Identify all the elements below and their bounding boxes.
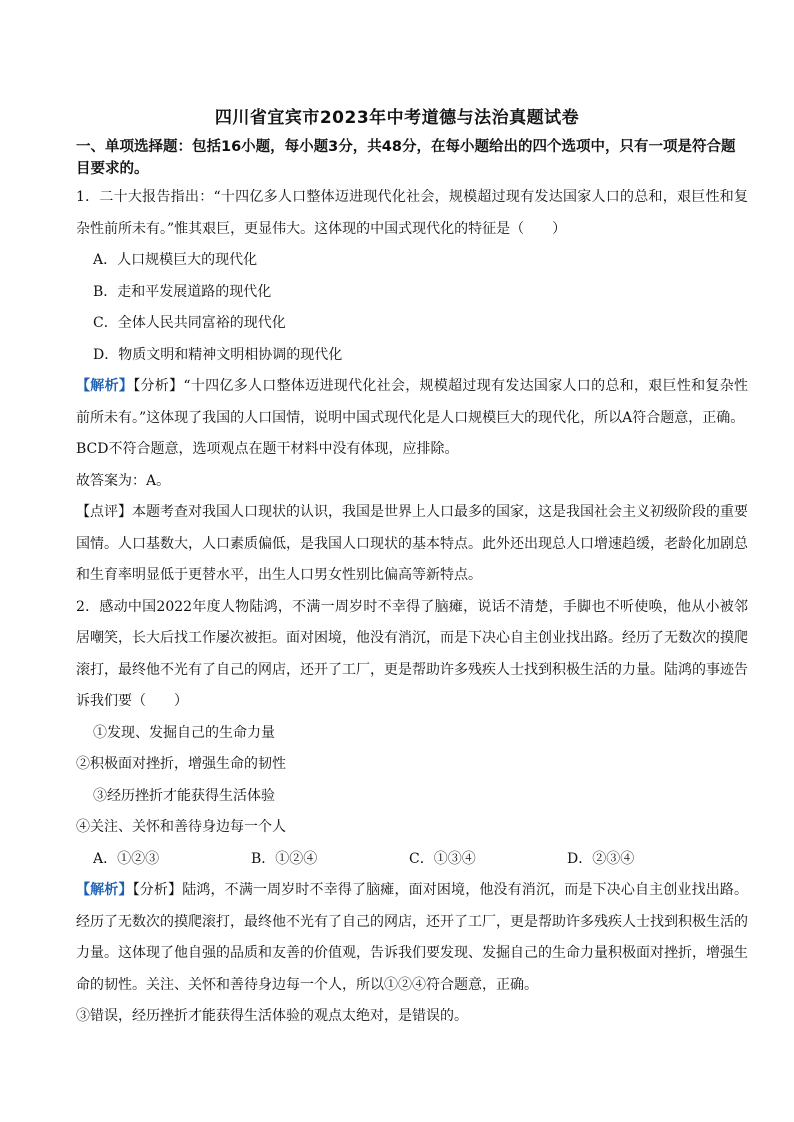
q1-option-d: D．物质文明和精神文明相协调的现代化 — [93, 346, 343, 363]
q2-choice-a: A．①②③ — [93, 850, 160, 867]
q2-analysis-tag: 【解析】 — [76, 882, 133, 898]
q2-wrong-note: ③错误，经历挫折才能获得生活体验的观点太绝对，是错误的。 — [76, 1008, 468, 1024]
q2-statement-4: ④关注、关怀和善待身边每一个人 — [76, 819, 286, 835]
q1-comment-tag: 【点评】 — [76, 504, 132, 520]
document-title: 四川省宜宾市2023年中考道德与法治真题试卷 — [214, 108, 580, 128]
q1-comment-text: 本题考查对我国人口现状的认识，我国是世界上人口最多的国家，这是我国社会主义初级阶段的重要国情。人口基数大，人口素质偏低，是我国人口现状的基本特点。此外还出现总人口增速趋缓，老龄化加剧总和生育率明显低于更替水平，出生人口男女性别比偏高等新特点。 — [76, 504, 748, 583]
q1-answer: 故答案为：A。 — [76, 472, 171, 489]
q1-option-a: A．人口规模巨大的现代化 — [93, 252, 258, 268]
q1-analysis-tag: 【解析】 — [76, 378, 134, 394]
q1-exclusion: BCD不符合题意，选项观点在题干材料中没有体现，应排除。 — [76, 441, 459, 457]
q1-analysis-text: “十四亿多人口整体迈进现代化社会，规模超过现有发达国家人口的总和，艰巨性和复杂性前所未有。”这体现了我国的人口国情，说明中国式现代化是人口规模巨大的现代化，所以A符合题意，正确。 — [76, 378, 749, 426]
q2-statement-1: ①发现、发掘自己的生命力量 — [93, 724, 275, 741]
q2-statement-3: ③经历挫折才能获得生活体验 — [93, 787, 275, 804]
q2-choice-b: B．①②④ — [251, 850, 318, 867]
section-heading: 一、单项选择题：包括16小题，每小题3分，共48分，在每小题给出的四个选项中，只有一项是符合题目要求的。 — [76, 139, 736, 177]
q2-choice-d: D．②③④ — [567, 850, 635, 867]
q2-analysis — [76, 875, 748, 1001]
q2-choice-c: C．①③④ — [409, 850, 476, 867]
content-body — [76, 182, 748, 1033]
q2-choices — [76, 844, 748, 876]
q1-option-c: C．全体人民共同富裕的现代化 — [93, 315, 286, 331]
q2-stem: 2．感动中国2022年度人物陆鸿，不满一周岁时不幸得了脑瘫，说话不清楚，手脚也不听使唤，他从小被邻居嘲笑，长大后找工作屡次被拒。面对困境，他没有消沉，而是下决心自主创业找出路。经历了无数次的摸爬滚打，最终他不光有了自己的网店，还开了工厂，更是帮助许多残疾人士找到积极生活的力量。陆鸿的事迹告诉我们要（ ） — [76, 598, 748, 709]
q2-statement-2: ②积极面对挫折，增强生命的韧性 — [76, 756, 286, 772]
q1-analysis-sub: 【分析】 — [133, 378, 184, 394]
q2-analysis-text: 陆鸿，不满一周岁时不幸得了脑瘫，面对困境，他没有消沉，而是下决心自主创业找出路。经历了无数次的摸爬滚打，最终他不光有了自己的网店，还开了工厂，更是帮助许多残疾人士找到积极生活的力量。这体现了他自强的品质和友善的价值观，告诉我们要发现、发掘自己的生命力量积极面对挫折，增强生命的韧性。关注、关怀和善待身边每一个人，所以①②④符合题意，正确。 — [76, 882, 749, 993]
q1-analysis — [76, 371, 748, 434]
q1-option-b: B．走和平发展道路的现代化 — [93, 283, 272, 300]
q1-comment — [76, 497, 748, 592]
q1-stem: 1．二十大报告指出：“十四亿多人口整体迈进现代化社会，规模超过现有发达国家人口的总和，艰巨性和复杂性前所未有。”惟其艰巨，更显伟大。这体现的中国式现代化的特征是（ ） — [76, 189, 748, 237]
q2-analysis-sub: 【分析】 — [132, 882, 183, 898]
